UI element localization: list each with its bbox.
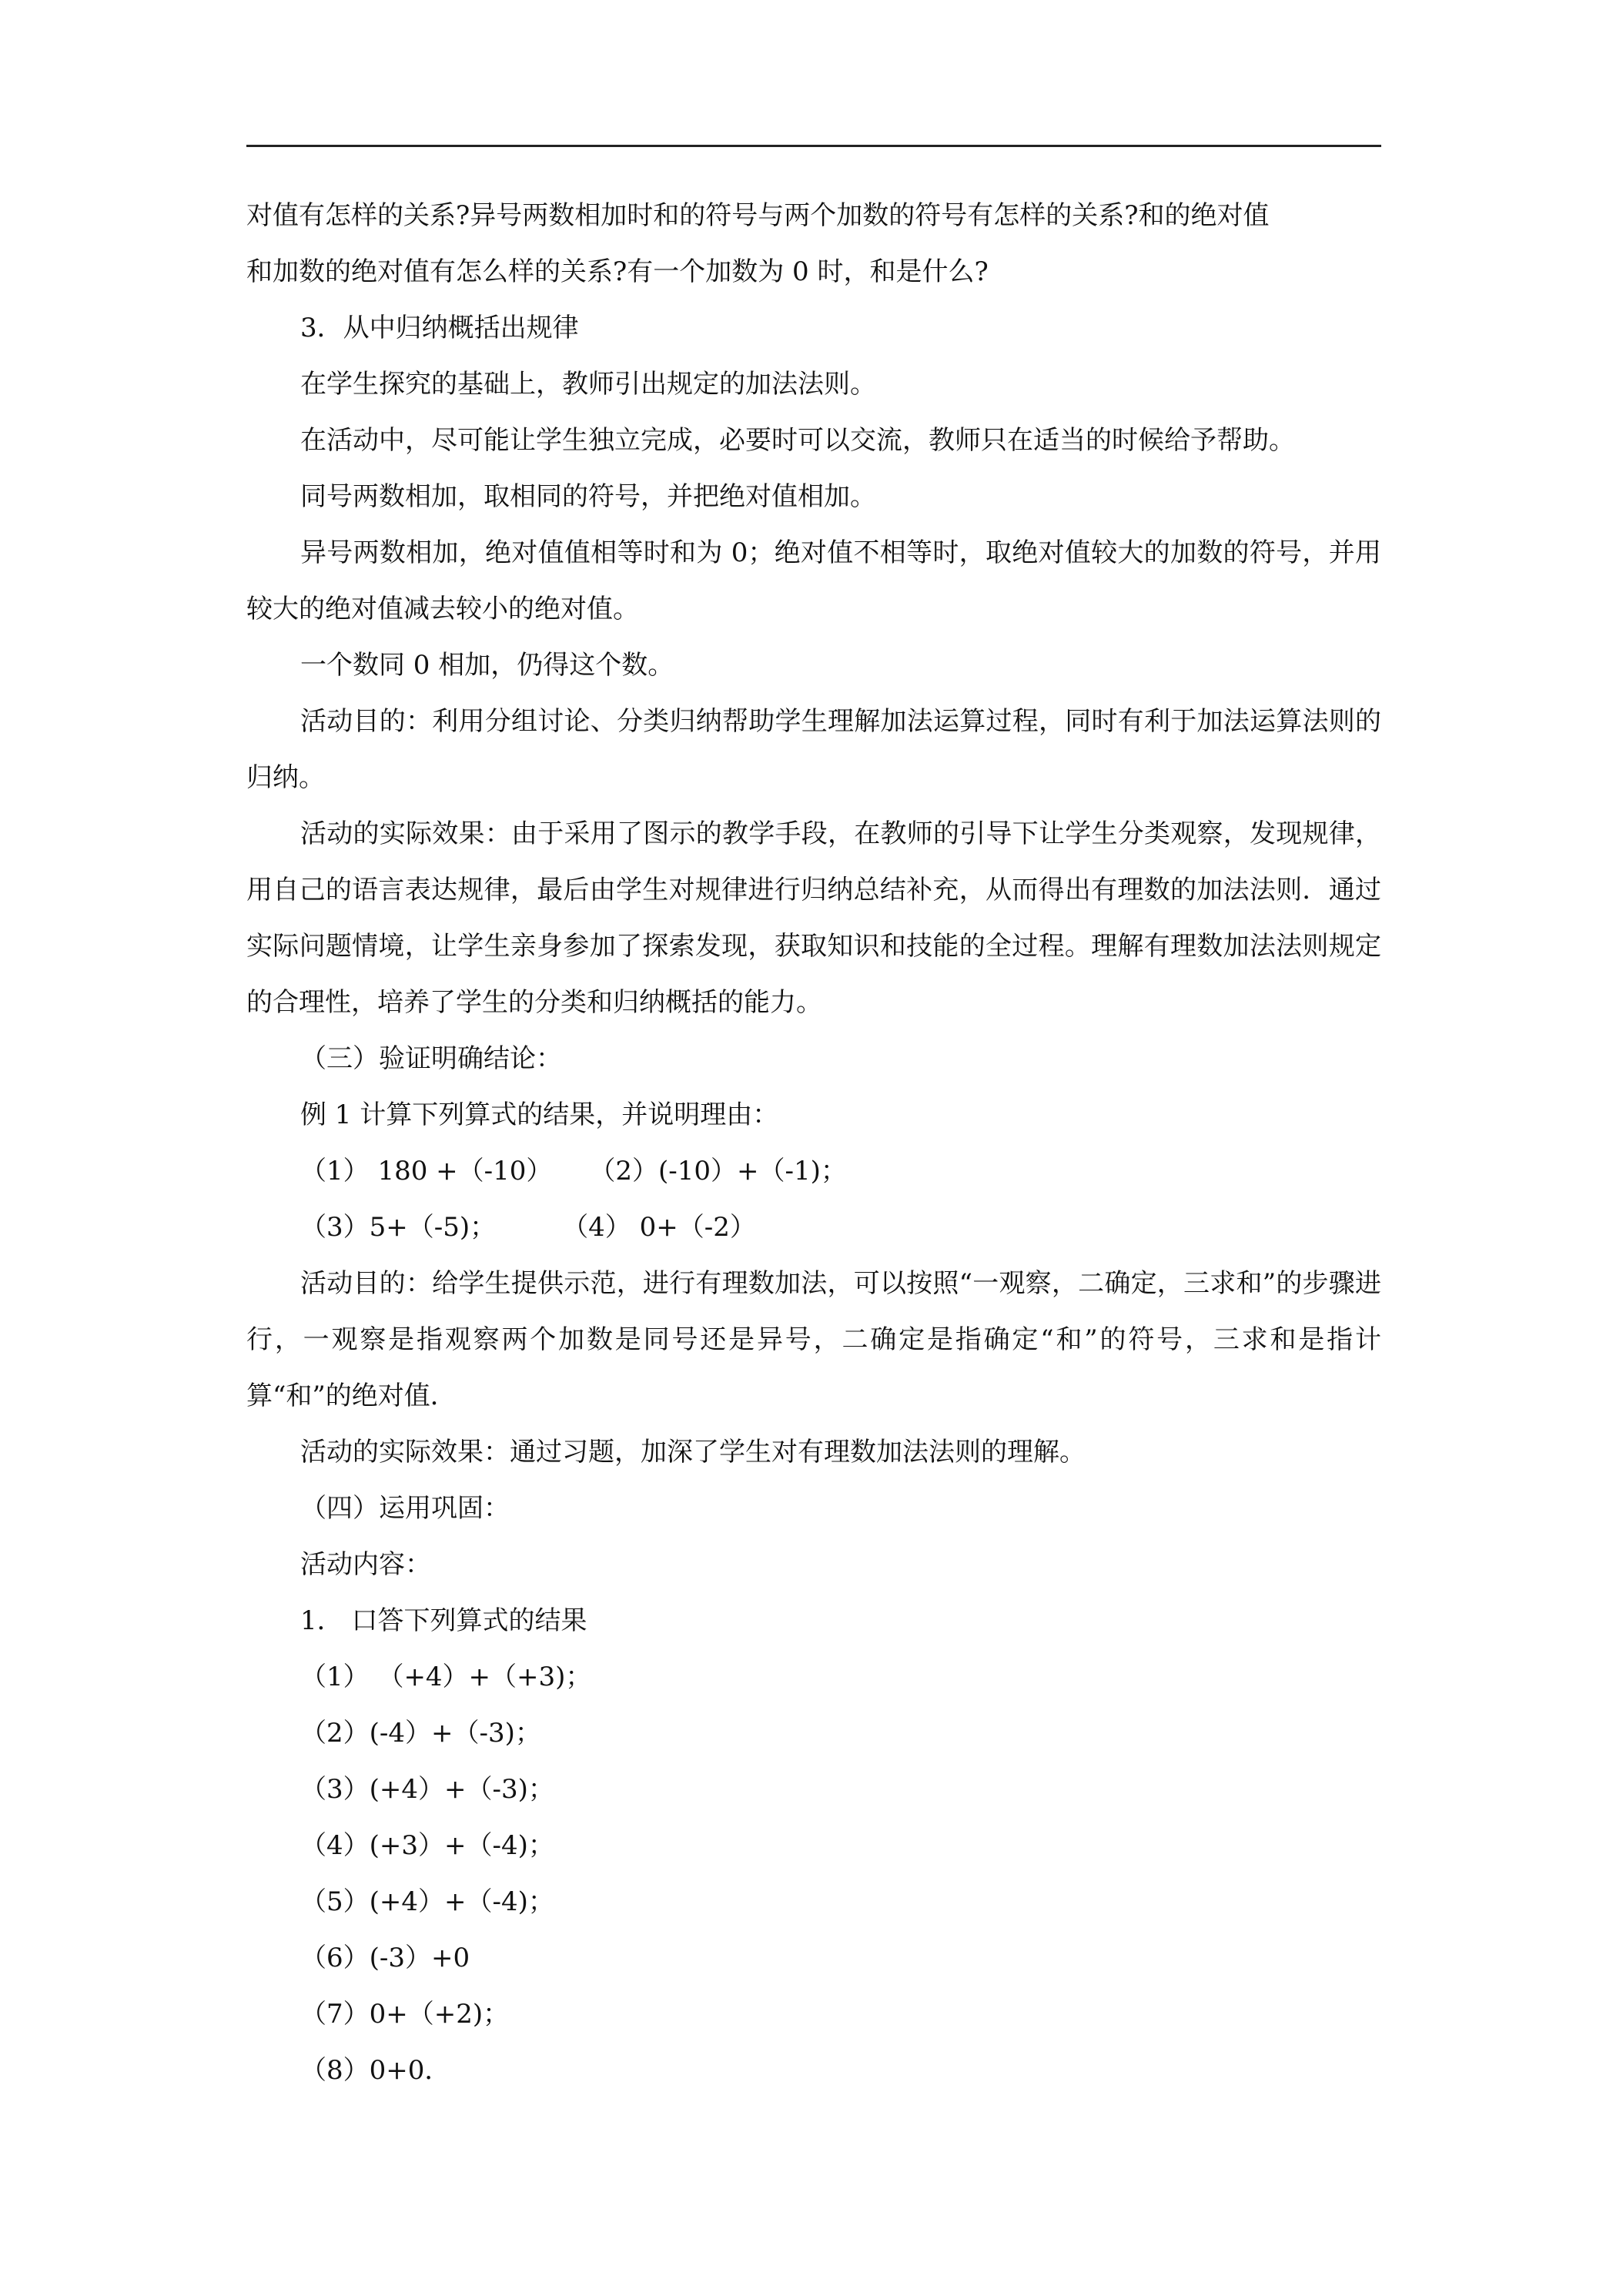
paragraph-continuation-line-1: 对值有怎样的关系?异号两数相加时和的符号与两个加数的符号有怎样的关系?和的绝对值 (246, 200, 1270, 231)
activity-effect-1: 活动的实际效果：由于采用了图示的教学手段，在教师的引导下让学生分类观察，发现规律，用自己的语言表达规律，最后由学生对规律进行归纳总结补充，从而得出有理数的加法法则．通过实际问题情境，让学生亲身参加了探索发现，获取知识和技能的全过程。理解有理数加法法则规定的合理性，培养了学生的分类和归纳概括的能力。 (246, 818, 1381, 1018)
rule-different-sign: 异号两数相加，绝对值值相等时和为 0；绝对值不相等时，取绝对值较大的加数的符号，并用较大的绝对值减去较小的绝对值。 (246, 537, 1381, 624)
exercise-item-7: （7）0+（+2)； (300, 1999, 510, 2030)
teacher-rule-paragraph: 在学生探究的基础上，教师引出规定的加法法则。 (300, 369, 876, 400)
exercise-item-4: （4）(+3）+（-4)； (300, 1830, 554, 1861)
exercise-item-6: （6）(-3）+0 (300, 1943, 470, 1973)
activity-effect-2: 活动的实际效果：通过习题，加深了学生对有理数加法法则的理解。 (300, 1437, 1086, 1468)
paragraph-continuation-line-2: 和加数的绝对值有怎么样的关系?有一个加数为 0 时，和是什么? (246, 256, 989, 287)
exercise-item-2: （2）(-4）+（-3)； (300, 1718, 541, 1749)
heading-apply-consolidate: （四）运用巩固： (300, 1493, 510, 1524)
exercise-item-8: （8）0+0． (300, 2055, 451, 2086)
activity-paragraph: 在活动中，尽可能让学生独立完成，必要时可以交流，教师只在适当的时候给予帮助。 (300, 425, 1295, 456)
example-1-row-1 (246, 1143, 1381, 1200)
activity-content-label: 活动内容： (300, 1549, 431, 1580)
example-1-item-1: （1） 180 +（-10） (300, 1156, 553, 1186)
task-1-heading: 1． 口答下列算式的结果 (300, 1605, 587, 1636)
exercise-item-1: （1） （+4）+（+3)； (300, 1662, 592, 1692)
section-3-heading: 3．从中归纳概括出规律 (300, 313, 579, 343)
exercise-item-3: （3）(+4）+（-3)； (300, 1774, 554, 1805)
rule-add-zero: 一个数同 0 相加，仍得这个数。 (300, 650, 674, 681)
exercise-item-5: （5）(+4）+（-4)； (300, 1886, 554, 1917)
example-1-item-2: （2）(-10）+（-1)； (589, 1156, 847, 1186)
activity-purpose-1: 活动目的：利用分组讨论、分类归纳帮助学生理解加法运算过程，同时有利于加法运算法则的归纳。 (246, 706, 1381, 793)
activity-purpose-2: 活动目的：给学生提供示范，进行有理数加法，可以按照“一观察，二确定，三求和”的步骤进行，一观察是指观察两个加数是同号还是异号，二确定是指确定“和”的符号，三求和是指计算“和”的绝对值． (246, 1268, 1381, 1411)
document-body (246, 188, 1381, 2099)
example-1-item-3: （3）5+（-5)； (300, 1212, 497, 1243)
example-1-intro: 例 1 计算下列算式的结果，并说明理由： (300, 1099, 779, 1130)
example-1-row-2 (246, 1200, 1381, 1256)
rule-same-sign: 同号两数相加，取相同的符号，并把绝对值相加。 (300, 481, 876, 512)
header-rule (246, 145, 1381, 147)
heading-verify-conclusion: （三）验证明确结论： (300, 1043, 562, 1074)
example-1-item-4: （4） 0+（-2） (562, 1212, 756, 1243)
